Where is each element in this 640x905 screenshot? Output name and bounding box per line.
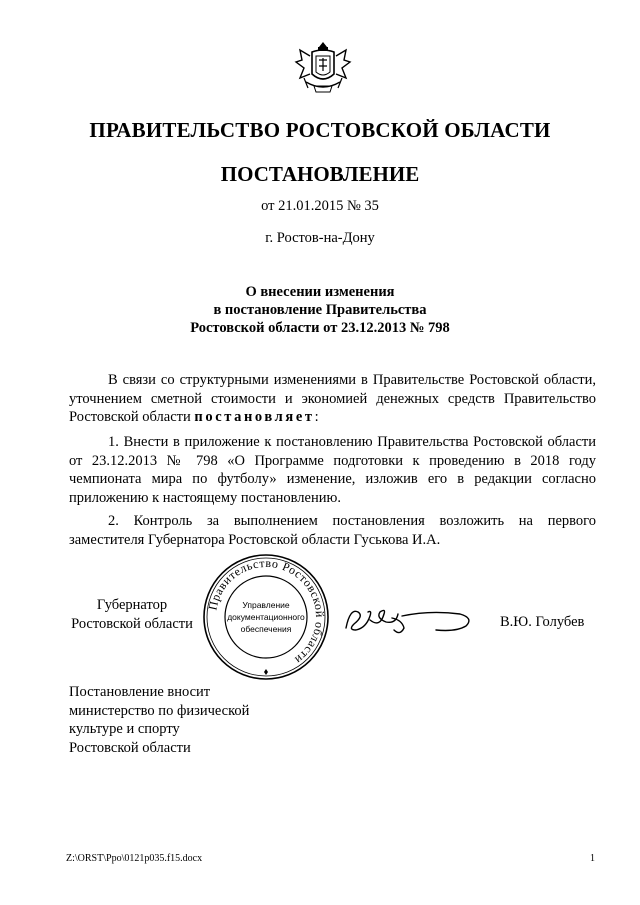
org-title: ПРАВИТЕЛЬСТВО РОСТОВСКОЙ ОБЛАСТИ xyxy=(89,118,551,142)
stamp-inner-line: Управление xyxy=(242,600,290,610)
preamble-paragraph xyxy=(69,371,596,427)
official-stamp-icon xyxy=(202,553,330,681)
item-2-text: 2. Контроль за выполнением постановления возложить на первого заместителя Губернатора Ростовской области Гуськова И.А. xyxy=(69,513,596,548)
note-line: культуре и спорту xyxy=(69,721,180,737)
stamp-ring-text: Правительство Ростовской области xyxy=(205,555,328,668)
item-1-text: 1. Внести в приложение к постановлению Правительства Ростовской области от 23.12.2013 № 798 «О Программе подготовки к проведению в 2018 году чемпионата мира по футболу» изменение, изложив его в редакции согласно приложению к настоящему постановлению. xyxy=(69,434,596,506)
footer-file-path: Z:\ORST\Ppo\0121p035.f15.docx xyxy=(66,853,203,864)
stamp-inner-line: обеспечения xyxy=(240,624,292,634)
preamble-text: В связи со структурными изменениями в Правительстве Ростовской области, уточнением сметной стоимости и экономией денежных средств Правительство Ростовской области xyxy=(69,372,596,425)
signatory-name: В.Ю. Голубев xyxy=(500,614,585,630)
document-date-number: от 21.01.2015 № 35 xyxy=(261,198,379,214)
document-type: ПОСТАНОВЛЕНИЕ xyxy=(220,162,420,186)
note-line: Ростовской области xyxy=(69,739,191,756)
coat-of-arms-icon xyxy=(292,38,354,96)
preamble-end: : xyxy=(314,409,319,425)
signatory-title xyxy=(66,596,198,633)
decree-word: постановляет xyxy=(194,409,315,425)
item-2-paragraph xyxy=(69,512,596,549)
signatory-title-line: Губернатор xyxy=(96,597,168,613)
handwritten-signature-icon xyxy=(340,598,476,640)
note-line: министерство по физической xyxy=(69,702,250,719)
stamp-inner-line: документационного xyxy=(227,612,305,622)
subject-line: О внесении изменения xyxy=(245,284,395,300)
signatory-title-line: Ростовской области xyxy=(71,615,193,632)
document-subject xyxy=(0,283,640,337)
submitted-by-note xyxy=(69,683,249,757)
document-city: г. Ростов-на-Дону xyxy=(265,230,375,246)
subject-line: в постановление Правительства xyxy=(213,302,427,318)
note-line: Постановление вносит xyxy=(69,684,211,700)
subject-line: Ростовской области от 23.12.2013 № 798 xyxy=(190,320,450,336)
item-1-paragraph xyxy=(69,433,596,507)
footer-page-number: 1 xyxy=(590,853,595,864)
